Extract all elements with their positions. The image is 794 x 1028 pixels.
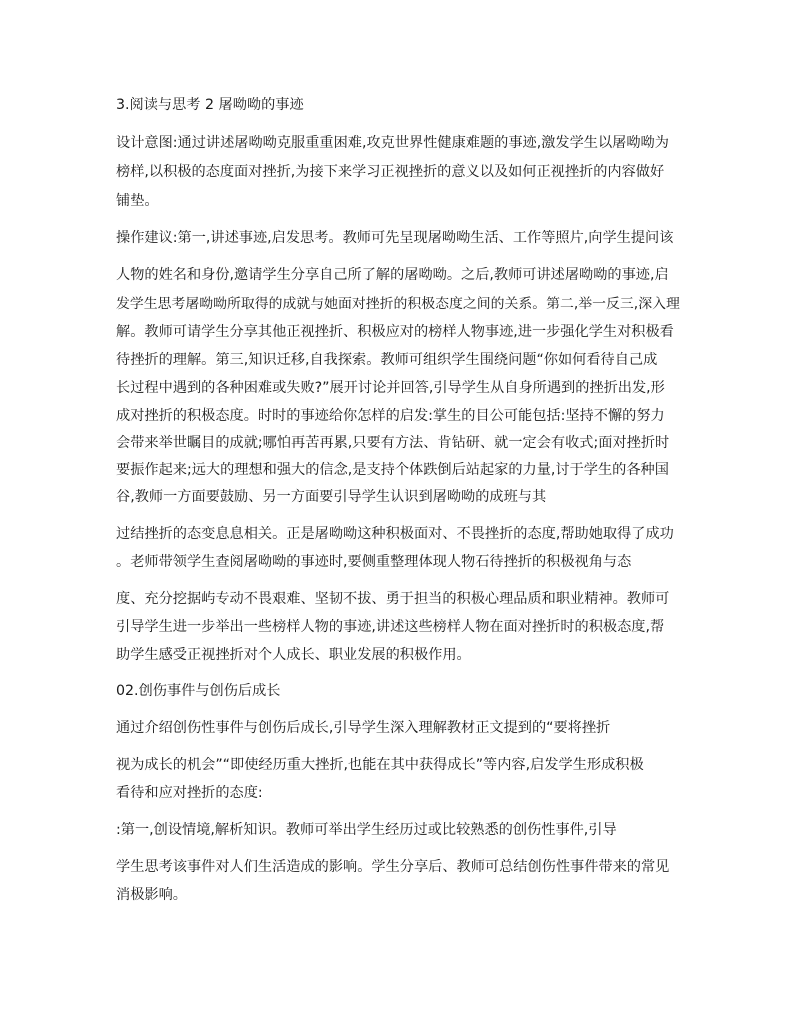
- paragraph-line: 长过程中遇到的各种困难或失败?”展开讨论并回答,引导学生从自身所遇到的挫折出发,形: [116, 380, 665, 396]
- paragraph-line: 发学生思考屠呦呦所取得的成就与她面对挫折的积极态度之间的关系。第二,举一反三,深入理: [116, 296, 680, 312]
- paragraph-line: 待挫折的理解。第三,知识迁移,自我探索。教师可组织学生围绕问题“你如何看待自己成: [116, 352, 658, 368]
- section-heading: 02.创伤事件与创伤后成长: [116, 683, 281, 699]
- paragraph-line: 助学生感受正视挫折对个人成长、职业发展的积极作用。: [116, 647, 471, 663]
- paragraph-line: 谷,教师一方面要鼓励、另一方面要引导学生认识到屠呦呦的成班与其: [116, 489, 547, 505]
- paragraph-line: :第一,创设情境,解析知识。教师可举出学生经历过或比较熟悉的创伤性事件,引导: [116, 822, 617, 838]
- paragraph-line: 要振作起来;远大的理想和强大的信念,是支持个体跌倒后站起家的力量,讨于学生的各种国: [116, 462, 669, 478]
- paragraph-line: 会带来举世瞩目的成就;哪怕再苦再累,只要有方法、肯钻研、就一定会有收式;面对挫折时: [116, 435, 670, 451]
- paragraph-line: 。老师带领学生查阅屠呦呦的事迹时,要侧重整理体现人物石待挫折的积极视角与态: [116, 554, 632, 570]
- paragraph-line: 设计意图:通过讲述屠呦呦克服重重困难,攻克世界性健康难题的事迹,激发学生以屠呦呦为: [116, 135, 669, 151]
- paragraph-line: 操作建议:第一,讲述事迹,启发思考。教师可先呈现屠呦呦生活、工作等照片,向学生提问该: [116, 230, 674, 246]
- paragraph-line: 榜样,以积极的态度面对挫折,为接下来学习正视挫折的意义以及如何正视挫折的内容做好: [116, 164, 665, 180]
- paragraph-line: 看待和应对挫折的态度:: [116, 785, 263, 801]
- paragraph-line: 学生思考该事件对人们生活造成的影响。学生分享后、教师可总结创伤性事件带来的常见: [116, 859, 670, 875]
- paragraph-line: 视为成长的机会”“即使经历重大挫折,也能在其中获得成长”等内容,启发学生形成积极: [116, 757, 644, 773]
- paragraph-line: 通过介绍创伤性事件与创伤后成长,引导学生深入理解教材正文提到的“要将挫折: [116, 720, 611, 736]
- paragraph-line: 过结挫折的态变息息相关。正是屠呦呦这种积极面对、不畏挫折的态度,帮助她取得了成功: [116, 526, 674, 542]
- section-heading: 3.阅读与思考 2 屠呦呦的事迹: [116, 97, 304, 113]
- paragraph-line: 引导学生进一步举出一些榜样人物的事迹,讲述这些榜样人物在面对挫折时的积极态度,帮: [116, 619, 665, 635]
- paragraph-line: 解。教师可请学生分享其他正视挫折、积极应对的榜样人物事迹,进一步强化学生对积极看: [116, 324, 674, 340]
- paragraph-line: 度、充分挖据屿专动不畏艰难、坚韧不拔、勇于担当的积极心理品质和职业精神。教师可: [116, 591, 670, 607]
- paragraph-line: 消极影响。: [116, 887, 187, 903]
- paragraph-line: 人物的姓名和身份,邀请学生分享自己所了解的屠呦呦。之后,教师可讲述屠呦呦的事迹,启: [116, 267, 669, 283]
- paragraph-line: 铺垫。: [116, 193, 159, 209]
- paragraph-line: 成对挫折的积极态度。时时的事迹给你怎样的启发:掌生的目公可能包括:坚持不懈的努力: [116, 408, 665, 424]
